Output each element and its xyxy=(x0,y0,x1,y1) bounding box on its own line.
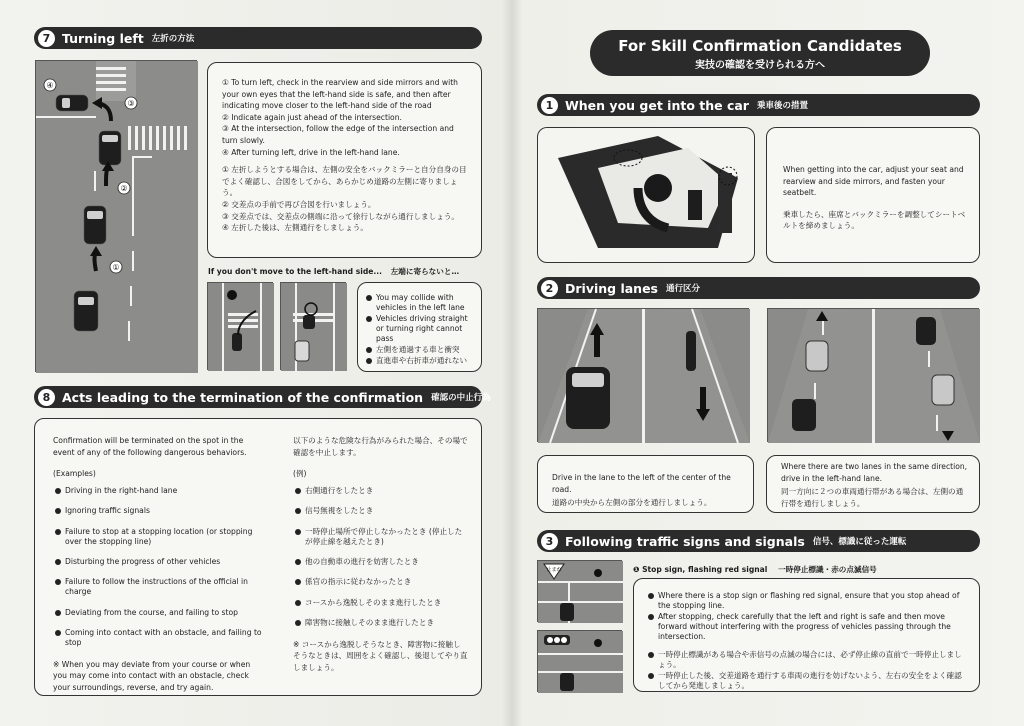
steps-jp xyxy=(222,164,469,234)
step-jp: ① 左折しようとする場合は、左側の安全をバックミラーと自分自身の目でよく確認し、合図をしてから、あらかじめ道路の左側に寄りましょう。 xyxy=(222,165,467,198)
stop-rule-jp: 一時停止標識がある場合や赤信号の点滅の場合には、必ず停止線の直前で一時停止しましょう。 xyxy=(646,650,969,670)
stop-sign-rules-jp xyxy=(646,650,969,691)
termination-jp-column xyxy=(293,435,468,673)
warning-illustration-2 xyxy=(280,282,346,370)
warning-bullet: Vehicles driving straight or turning right cannot pass xyxy=(364,314,475,344)
termination-item-jp: 信号無視をしたとき xyxy=(293,506,468,516)
step-jp: ③ 交差点では、交差点の側端に沿って徐行しながら通行しましょう。 xyxy=(222,211,460,221)
section-title: Turning left xyxy=(62,30,144,46)
section-2-header xyxy=(537,277,980,299)
section-title-jp: 乗車後の措置 xyxy=(756,101,808,111)
stop-sign-subheading-jp: 一時停止標識・赤の点滅信号 xyxy=(778,565,877,574)
warning-bullet: 直進車や右折車が通れない xyxy=(364,356,475,366)
section-8-header xyxy=(34,386,491,408)
examples-label-en: (Examples) xyxy=(53,469,96,479)
single-lane-en: Drive in the lane to the left of the center of the road. xyxy=(552,473,731,494)
stop-rule-jp: 一時停止した後、交差道路を通行する車両の進行を妨げないよう、左右の安全をよく確認してから発進しましょう。 xyxy=(646,671,969,691)
main-title-jp: 実技の確認を受けられる方へ xyxy=(695,60,825,71)
termination-box xyxy=(34,418,482,696)
termination-item-jp: 障害物に接触しそのまま進行したとき xyxy=(293,618,468,628)
warning-bullet: 左側を通過する車と衝突 xyxy=(364,345,475,355)
termination-list-jp xyxy=(293,486,468,628)
termination-en-column xyxy=(53,435,263,693)
get-in-car-en: When getting into the car, adjust your seat and rearview and side mirrors, and fasten your seatbelt. xyxy=(783,165,964,198)
termination-item-en: Failure to follow the instructions of the official in charge xyxy=(53,577,263,597)
examples-label-jp: (例) xyxy=(293,469,307,479)
single-lane-illustration xyxy=(537,308,749,442)
warning-heading-jp: 左端に寄らないと… xyxy=(390,267,460,276)
warning-bullet: You may collide with vehicles in the left lane xyxy=(364,293,475,313)
warning-bullets-box xyxy=(357,282,482,372)
stop-rule-en: Where there is a stop sign or flashing red signal, ensure that you stop ahead of the stopping line. xyxy=(646,591,969,611)
warning-bullet-list xyxy=(364,293,475,366)
stop-sign-illustration xyxy=(537,560,622,622)
termination-item-en: Coming into contact with an obstacle, and failing to stop xyxy=(53,628,263,648)
termination-item-en: Ignoring traffic signals xyxy=(53,506,263,516)
section-title: When you get into the car xyxy=(565,97,749,113)
diagram-step-3: ③ xyxy=(127,99,135,108)
stop-rule-en: After stopping, check carefully that the left and right is safe and then move forward without interfering with the progress of vehicles passing through the intersection. xyxy=(646,612,969,642)
termination-note-jp: ※ コースから逸脱しそうなとき、障害物に接触しそうなときは、周囲をよく確認し、後退してやり直しましょう。 xyxy=(293,639,468,672)
termination-item-jp: 右側通行をしたとき xyxy=(293,486,468,496)
section-title: Following traffic signs and signals xyxy=(565,533,805,549)
flashing-red-illustration xyxy=(537,630,622,692)
main-title-banner xyxy=(590,30,930,76)
termination-item-jp: 一時停止場所で停止しなかったとき (停止したが停止線を越えたとき) xyxy=(293,527,468,547)
warning-illustration-1 xyxy=(207,282,273,370)
section-title: Driving lanes xyxy=(565,280,658,296)
warning-heading-en: If you don't move to the left-hand side... xyxy=(208,267,383,276)
two-lane-jp: 同一方向に２つの車両通行帯がある場合は、左側の通行帯を通行しましょう。 xyxy=(781,487,964,508)
termination-item-jp: 係官の指示に従わなかったとき xyxy=(293,577,468,587)
turning-left-steps-box xyxy=(207,62,482,258)
turning-left-diagram xyxy=(35,60,197,372)
termination-item-en: Driving in the right-hand lane xyxy=(53,486,263,496)
road-illustration xyxy=(36,61,198,373)
step-en: ② Indicate again just ahead of the intersection. xyxy=(222,112,402,122)
termination-item-en: Disturbing the progress of other vehicles xyxy=(53,557,263,567)
single-lane-text-box xyxy=(537,455,754,513)
stop-sign-subheading-en: ❶ Stop sign, flashing red signal xyxy=(633,565,768,574)
warning-heading xyxy=(208,266,459,277)
section-3-header xyxy=(537,530,980,552)
section-title-jp: 通行区分 xyxy=(666,284,701,294)
main-title: For Skill Confirmation Candidates xyxy=(618,37,902,55)
termination-item-jp: コースから逸脱しそのまま進行したとき xyxy=(293,598,468,608)
diagram-step-2: ② xyxy=(120,184,128,193)
steps-en xyxy=(222,77,469,158)
termination-intro-en: Confirmation will be terminated on the spot in the event of any of the following dangerous behaviors. xyxy=(53,436,247,457)
section-number: 1 xyxy=(541,97,558,114)
step-en: ① To turn left, check in the rearview and side mirrors and with your own eyes that the left-hand side is safe, and then after indicating move closer to the left-hand side of the road xyxy=(222,78,458,111)
two-lane-text-box xyxy=(766,455,980,513)
section-number: 3 xyxy=(541,533,558,550)
section-7-header xyxy=(34,27,482,49)
get-in-car-text-box xyxy=(766,127,980,263)
stop-sign-rules-en xyxy=(646,591,969,642)
two-lane-en: Where there are two lanes in the same direction, drive in the left-hand lane. xyxy=(781,462,968,483)
two-lane-illustration xyxy=(767,308,979,442)
section-title-jp: 信号、標識に従った運転 xyxy=(812,537,907,547)
stop-sign-subheading xyxy=(633,564,877,575)
section-number: 8 xyxy=(38,389,55,406)
stop-sign-rules-box xyxy=(633,578,980,692)
step-en: ④ After turning left, drive in the left-hand lane. xyxy=(222,147,400,157)
section-title-jp: 確認の中止行為 xyxy=(431,393,491,403)
step-en: ③ At the intersection, follow the edge of the intersection and turn slowly. xyxy=(222,124,454,145)
termination-item-en: Deviating from the course, and failing to stop xyxy=(53,608,263,618)
section-title: Acts leading to the termination of the confirmation xyxy=(62,389,424,405)
diagram-step-4: ④ xyxy=(46,81,54,90)
termination-intro-jp: 以下のような危険な行為がみられた場合、その場で確認を中止します。 xyxy=(293,436,468,457)
section-number: 2 xyxy=(541,280,558,297)
stop-sign-text: 止まれ xyxy=(546,567,562,573)
section-1-header xyxy=(537,94,980,116)
termination-item-jp: 他の自動車の進行を妨害したとき xyxy=(293,557,468,567)
step-jp: ② 交差点の手前で再び合図を行いましょう。 xyxy=(222,199,376,209)
diagram-step-1: ① xyxy=(112,263,120,272)
section-title-jp: 左折の方法 xyxy=(151,34,195,44)
single-lane-jp: 道路の中央から左側の部分を通行しましょう。 xyxy=(552,498,712,508)
car-interior-illustration xyxy=(537,127,755,263)
step-jp: ④ 左折した後は、左側通行をしましょう。 xyxy=(222,223,368,233)
section-number: 7 xyxy=(38,30,55,47)
termination-note-en: ※ When you may deviate from your course or when you may come into contact with an obstacle, check your surroundings, reverse, and try again. xyxy=(53,659,251,692)
termination-item-en: Failure to stop at a stopping location (or stopping over the stopping line) xyxy=(53,527,263,547)
termination-list-en xyxy=(53,486,263,648)
get-in-car-jp: 乗車したら、座席とバックミラーを調整してシートベルトを締めましょう。 xyxy=(783,209,966,231)
